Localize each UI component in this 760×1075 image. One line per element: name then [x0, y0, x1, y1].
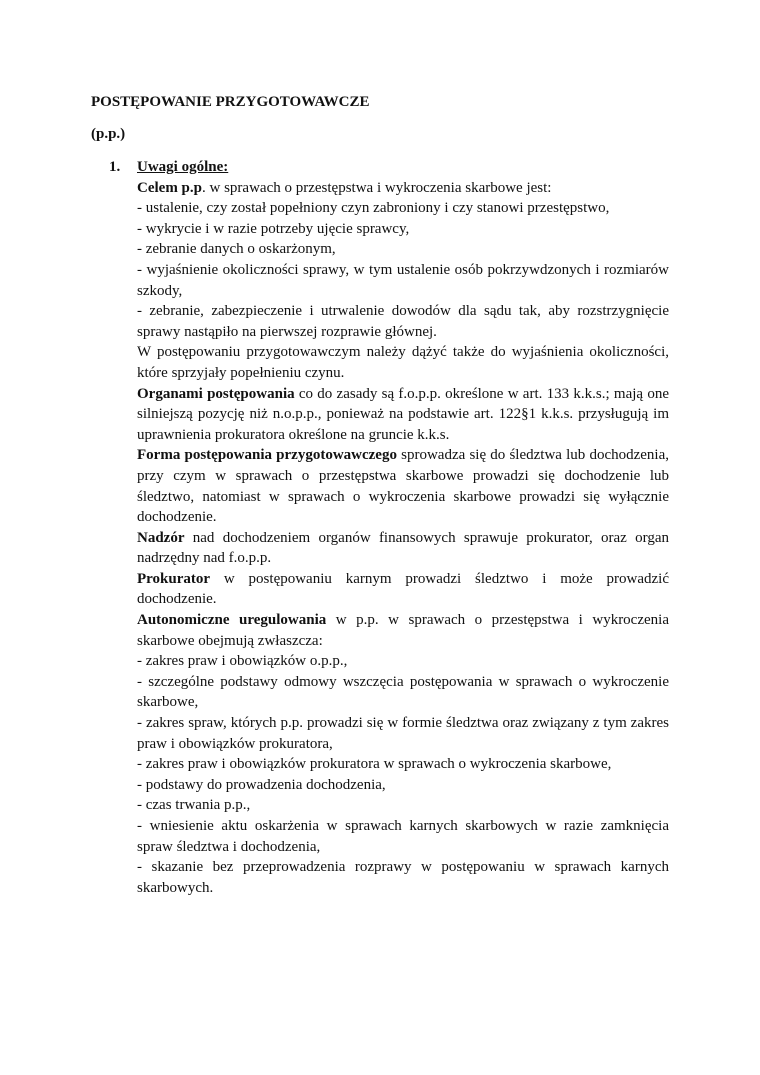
paragraph-autonomous: Autonomiczne uregulowania w p.p. w sprawach o przestępstwa i wykroczenia skarbowe obejmują zwłaszcza:: [137, 612, 669, 649]
section-number: 1.: [109, 159, 121, 175]
paragraph-form: Forma postępowania przygotowawczego sprowadza się do śledztwa lub dochodzenia, przy czym w sprawach o przestępstwa skarbowe prowadzi się dochodzenie lub śledztwo, natomiast w sprawach o wykroczenia skarbowe prowadzi się wyłącznie dochodzenie.: [137, 447, 669, 526]
list-item: - podstawy do prowadzenia dochodzenia,: [137, 776, 386, 793]
section-general-remarks: [109, 157, 669, 898]
term-autonomous: Autonomiczne uregulowania: [137, 612, 327, 629]
document-title: POSTĘPOWANIE PRZYGOTOWAWCZE: [91, 94, 370, 110]
paragraph-supervision: Nadzór nad dochodzeniem organów finansowych sprawuje prokurator, oraz organ nadrzędny nad f.o.p.p.: [137, 529, 669, 567]
list-item: - zakres praw i obowiązków o.p.p.,: [137, 653, 348, 670]
term-form: Forma postępowania przygotowawczego: [137, 447, 397, 464]
paragraph-prosecutor: Prokurator w postępowaniu karnym prowadzi śledztwo i może prowadzić dochodzenie.: [137, 570, 669, 608]
paragraph-organs: Organami postępowania co do zasady są f.o.p.p. określone w art. 133 k.k.s.; mają one silniejszą pozycję niż n.o.p.p., ponieważ na podstawie art. 122§1 k.k.s. przysługują im uprawnienia prokuratora określone na gruncie k.k.s.: [137, 385, 669, 443]
section-content: [137, 178, 669, 899]
list-item: - zebranie, zabezpieczenie i utrwalenie dowodów dla sądu tak, aby rozstrzygnięcie sprawy nastąpiło na pierwszej rozprawie głównej.: [137, 303, 669, 340]
document-abbreviation: (p.p.): [91, 126, 126, 142]
section-title: Uwagi ogólne:: [137, 159, 229, 175]
list-item: - szczególne podstawy odmowy wszczęcia postępowania w sprawach o wykroczenie skarbowe,: [137, 673, 669, 711]
list-item: - wyjaśnienie okoliczności sprawy, w tym ustalenie osób pokrzywdzonych i rozmiarów szkody,: [137, 261, 669, 299]
list-item: - wniesienie aktu oskarżenia w sprawach karnych skarbowych w razie zamknięcia spraw śledztwa i dochodzenia,: [137, 818, 669, 855]
list-item: - wykrycie i w razie potrzeby ujęcie sprawcy,: [137, 220, 410, 237]
list-item: - skazanie bez przeprowadzenia rozprawy w postępowaniu w sprawach karnych skarbowych.: [137, 859, 669, 896]
term-supervision: Nadzór: [137, 529, 185, 546]
paragraph-goal: Celem p.p. w sprawach o przestępstwa i wykroczenia skarbowe jest:: [137, 179, 552, 196]
list-item: - czas trwania p.p.,: [137, 797, 251, 814]
list-item: - zebranie danych o oskarżonym,: [137, 241, 336, 258]
list-item: - zakres praw i obowiązków prokuratora w sprawach o wykroczenia skarbowe,: [137, 756, 612, 773]
term-organs: Organami postępowania: [137, 385, 295, 402]
term-goal: Celem p.p: [137, 179, 202, 196]
section-heading: [109, 157, 669, 178]
term-prosecutor: Prokurator: [137, 570, 211, 587]
list-item: - zakres spraw, których p.p. prowadzi się w formie śledztwa oraz związany z tym zakres praw i obowiązków prokuratora,: [137, 715, 669, 752]
paragraph-circumstances: W postępowaniu przygotowawczym należy dążyć także do wyjaśnienia okoliczności, które sprzyjały popełnieniu czynu.: [137, 344, 669, 381]
list-item: - ustalenie, czy został popełniony czyn zabroniony i czy stanowi przestępstwo,: [137, 200, 610, 217]
